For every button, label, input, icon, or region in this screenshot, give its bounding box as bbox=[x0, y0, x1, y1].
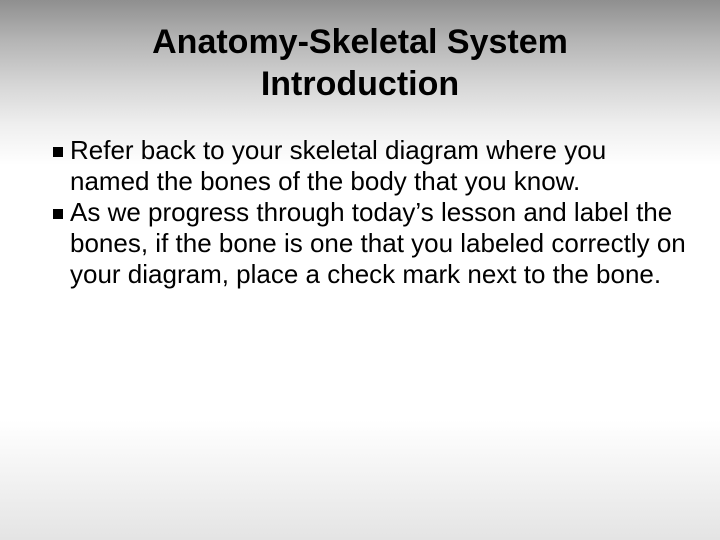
bullet-list bbox=[70, 135, 690, 290]
slide-title bbox=[40, 21, 680, 105]
slide-title-line-2: Introduction bbox=[260, 65, 460, 103]
square-bullet-icon bbox=[53, 209, 63, 219]
bullet-item bbox=[70, 197, 690, 290]
bullet-item bbox=[70, 135, 690, 197]
bullet-text: As we progress through today’s lesson and label the bones, if the bone is one that you labeled correctly on your diagram, place a check mark next to the bone. bbox=[70, 197, 686, 289]
bullet-text: Refer back to your skeletal diagram where you named the bones of the body that you know. bbox=[70, 135, 607, 196]
square-bullet-icon bbox=[53, 147, 63, 157]
slide-title-line-1: Anatomy-Skeletal System bbox=[152, 23, 568, 61]
